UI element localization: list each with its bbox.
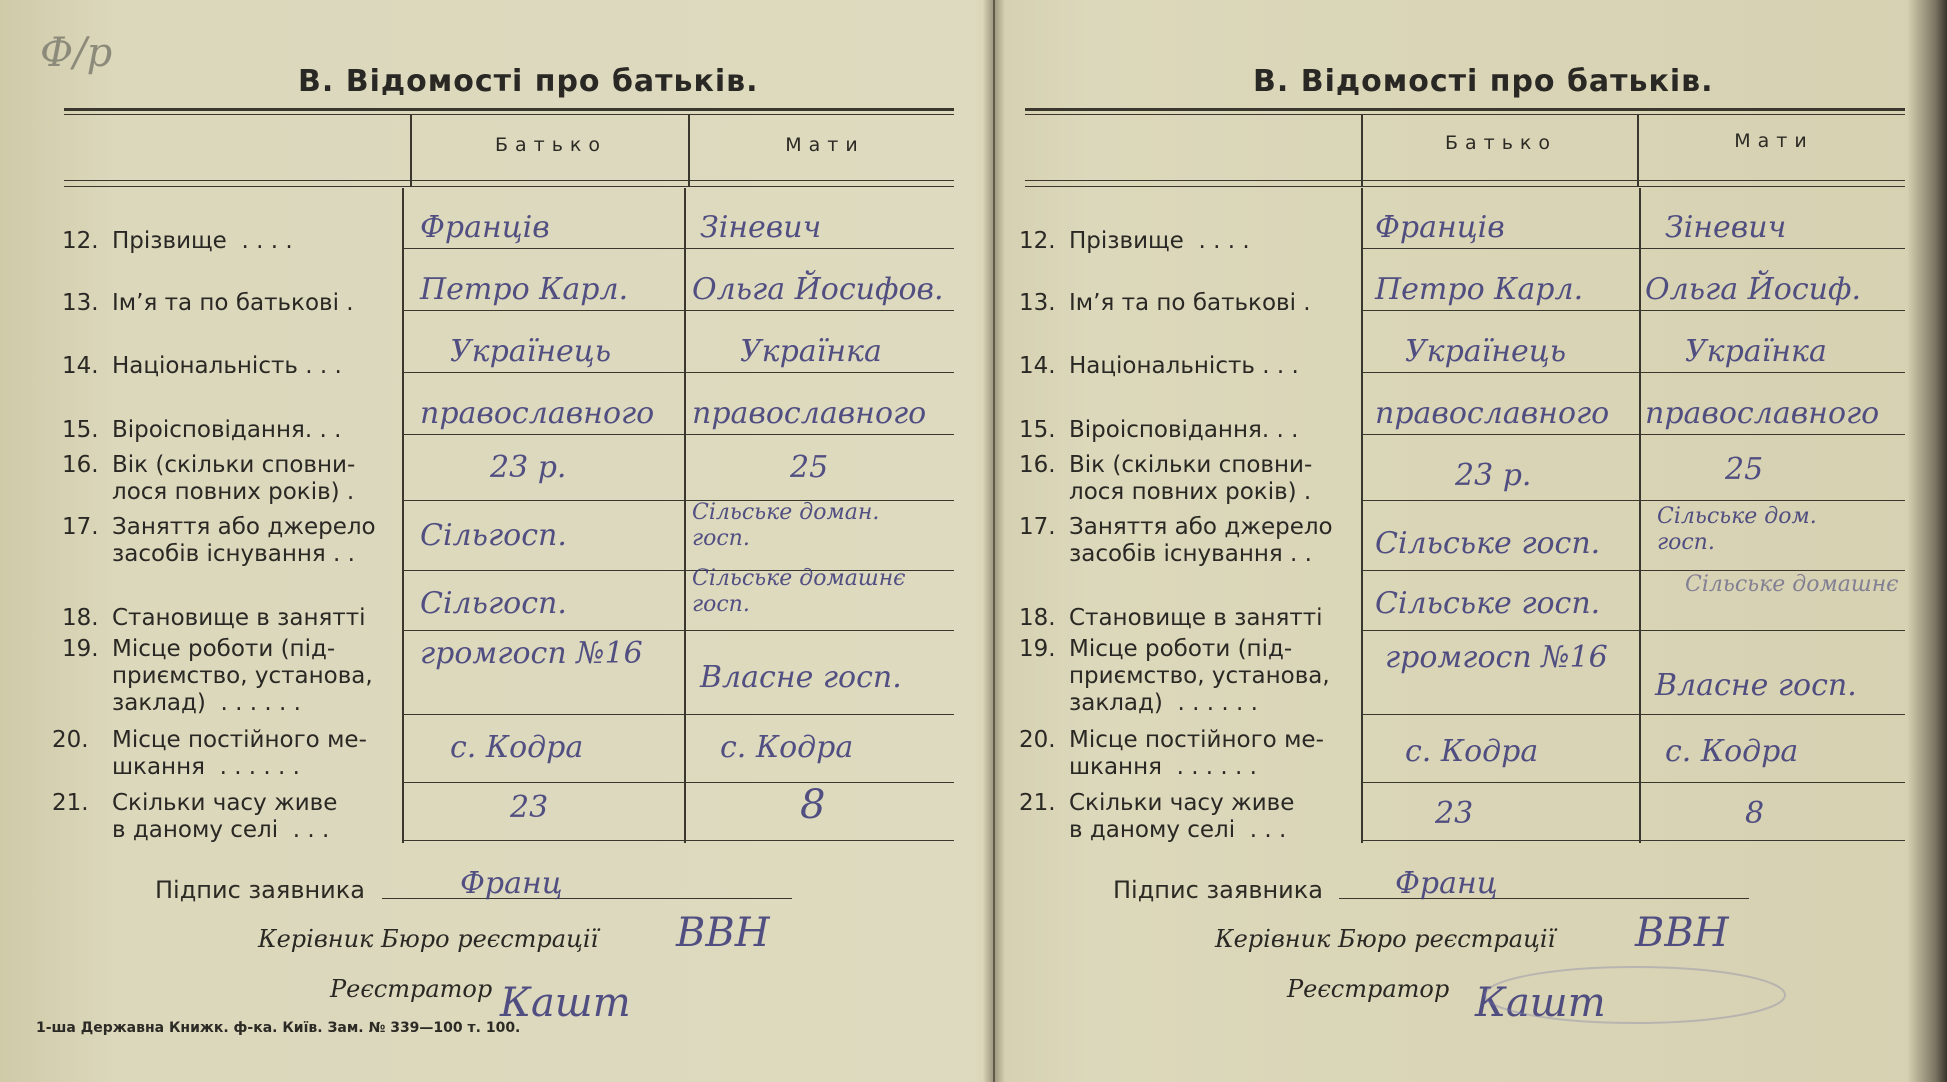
father-age: 23 р. bbox=[490, 450, 567, 485]
column-divider-2 bbox=[684, 188, 686, 843]
row-rule bbox=[1363, 714, 1905, 715]
mother-religion: православного bbox=[692, 396, 927, 431]
faded-stamp bbox=[1475, 960, 1795, 1030]
mother-age: 25 bbox=[790, 450, 829, 485]
field-21-label: Скільки часу живе в даному селі . . . bbox=[1069, 790, 1295, 843]
field-19-number: 19. bbox=[1019, 636, 1056, 662]
right-page bbox=[1005, 0, 1947, 1082]
father-nationality: Українець bbox=[1405, 334, 1567, 369]
mother-nationality: Українка bbox=[1685, 334, 1827, 369]
registrar-signature: Кашт bbox=[500, 980, 631, 1026]
mother-residence: с. Кодра bbox=[1665, 734, 1799, 769]
mother-residence: с. Кодра bbox=[720, 730, 854, 765]
registrar-label: Реєстратор bbox=[1287, 975, 1450, 1003]
column-mother-header: Мати bbox=[1734, 130, 1814, 152]
row-rule bbox=[1363, 782, 1905, 783]
father-age: 23 р. bbox=[1455, 458, 1532, 493]
column-father-header: Батько bbox=[1444, 132, 1558, 154]
field-20-label: Місце постійного ме- шкання . . . . . . bbox=[112, 727, 367, 780]
field-16-label: Вік (скільки сповни- лося повних років) . bbox=[112, 452, 356, 505]
mother-years: 8 bbox=[800, 782, 826, 828]
title-rule-thin bbox=[1025, 114, 1905, 115]
father-residence: с. Кодра bbox=[1405, 734, 1539, 769]
mother-surname: Зіневич bbox=[1665, 210, 1787, 245]
applicant-signature-line bbox=[382, 898, 792, 899]
father-years: 23 bbox=[1435, 796, 1474, 831]
mother-position: Сільське домашнє bbox=[1685, 572, 1899, 597]
father-occupation: Сільгосп. bbox=[420, 518, 567, 553]
row-rule bbox=[1363, 570, 1905, 571]
mother-position: Сільське домашнє госп. bbox=[692, 566, 906, 617]
row-rule bbox=[1363, 500, 1905, 501]
applicant-signature: Франц bbox=[460, 866, 563, 901]
field-14-label: Національність . . . bbox=[112, 353, 342, 379]
field-19-label: Місце роботи (під- приємство, установа, заклад) . . . . . . bbox=[1069, 636, 1330, 716]
father-workplace: громгосп №16 bbox=[1385, 640, 1608, 675]
field-21-number: 21. bbox=[1019, 790, 1056, 816]
father-surname: Франців bbox=[1375, 210, 1505, 245]
field-18-number: 18. bbox=[1019, 605, 1056, 631]
section-title: В. Відомості про батьків. bbox=[1253, 64, 1714, 99]
registrar-signature: Кашт bbox=[1475, 980, 1606, 1026]
applicant-signature-label: Підпис заявника bbox=[155, 876, 365, 904]
applicant-signature-label: Підпис заявника bbox=[1113, 876, 1323, 904]
father-name: Петро Карл. bbox=[420, 272, 629, 307]
field-12-number: 12. bbox=[1019, 228, 1056, 254]
section-title: В. Відомості про батьків. bbox=[298, 64, 759, 99]
father-workplace: громгосп №16 bbox=[420, 636, 643, 671]
row-rule bbox=[1363, 630, 1905, 631]
mother-workplace: Власне госп. bbox=[1655, 668, 1857, 703]
column-divider-2 bbox=[1639, 188, 1641, 843]
field-17-label: Заняття або джерело засобів існування . . bbox=[1069, 514, 1333, 567]
mother-nationality: Українка bbox=[740, 334, 882, 369]
father-surname: Франців bbox=[420, 210, 550, 245]
header-divider-1 bbox=[1361, 114, 1363, 186]
row-rule bbox=[1363, 310, 1905, 311]
field-13-number: 13. bbox=[1019, 290, 1056, 316]
row-rule bbox=[1363, 248, 1905, 249]
header-rule-2 bbox=[64, 186, 954, 187]
field-12-label: Прізвище . . . . bbox=[1069, 228, 1250, 254]
father-name: Петро Карл. bbox=[1375, 272, 1584, 307]
field-13-label: Ім’я та по батькові . bbox=[112, 290, 354, 316]
row-rule bbox=[404, 782, 954, 783]
field-16-label: Вік (скільки сповни- лося повних років) . bbox=[1069, 452, 1313, 505]
row-rule bbox=[1363, 434, 1905, 435]
mother-surname: Зіневич bbox=[700, 210, 822, 245]
row-rule bbox=[404, 372, 954, 373]
column-divider-1 bbox=[402, 188, 404, 843]
field-15-label: Віроісповідання. . . bbox=[1069, 417, 1299, 443]
father-position: Сільгосп. bbox=[420, 586, 567, 621]
field-18-number: 18. bbox=[62, 605, 99, 631]
head-bureau-signature: ВВН bbox=[676, 910, 770, 956]
field-16-number: 16. bbox=[1019, 452, 1056, 478]
row-rule bbox=[404, 434, 954, 435]
father-religion: православного bbox=[1375, 396, 1610, 431]
registrar-label: Реєстратор bbox=[330, 975, 493, 1003]
field-20-number: 20. bbox=[1019, 727, 1056, 753]
mother-name: Ольга Йосифов. bbox=[692, 272, 944, 307]
column-divider-1 bbox=[1361, 188, 1363, 843]
applicant-signature: Франц bbox=[1395, 866, 1498, 901]
header-rule-2 bbox=[1025, 186, 1905, 187]
header-divider-1 bbox=[410, 114, 412, 186]
field-18-label: Становище в занятті bbox=[1069, 605, 1323, 631]
title-rule-thin bbox=[64, 114, 954, 115]
field-17-number: 17. bbox=[1019, 514, 1056, 540]
row-rule bbox=[404, 310, 954, 311]
field-17-number: 17. bbox=[62, 514, 99, 540]
mother-workplace: Власне госп. bbox=[700, 660, 902, 695]
field-19-label: Місце роботи (під- приємство, установа, заклад) . . . . . . bbox=[112, 636, 373, 716]
father-occupation: Сільське госп. bbox=[1375, 526, 1601, 561]
row-rule bbox=[404, 714, 954, 715]
printer-footer: 1-ша Державна Книжк. ф-ка. Київ. Зам. № 339—100 т. 100. bbox=[36, 1020, 521, 1036]
field-12-number: 12. bbox=[62, 228, 99, 254]
field-21-number: 21. bbox=[52, 790, 89, 816]
row-rule bbox=[1363, 840, 1905, 841]
head-bureau-label: Керівник Бюро реєстрації bbox=[1215, 925, 1556, 953]
father-religion: православного bbox=[420, 396, 655, 431]
field-14-number: 14. bbox=[62, 353, 99, 379]
mother-occupation: Сільське дом. госп. bbox=[1657, 504, 1817, 555]
book-fold bbox=[983, 0, 1005, 1082]
field-15-number: 15. bbox=[1019, 417, 1056, 443]
mother-years: 8 bbox=[1745, 796, 1765, 831]
field-21-label: Скільки часу живе в даному селі . . . bbox=[112, 790, 338, 843]
father-years: 23 bbox=[510, 790, 549, 825]
field-19-number: 19. bbox=[62, 636, 99, 662]
header-divider-2 bbox=[688, 114, 690, 186]
column-mother-header: Мати bbox=[785, 134, 865, 156]
head-bureau-label: Керівник Бюро реєстрації bbox=[258, 925, 599, 953]
field-14-number: 14. bbox=[1019, 353, 1056, 379]
field-17-label: Заняття або джерело засобів існування . . bbox=[112, 514, 376, 567]
row-rule bbox=[404, 630, 954, 631]
field-15-number: 15. bbox=[62, 417, 99, 443]
father-residence: с. Кодра bbox=[450, 730, 584, 765]
field-15-label: Віроісповідання. . . bbox=[112, 417, 342, 443]
father-position: Сільське госп. bbox=[1375, 586, 1601, 621]
mother-age: 25 bbox=[1725, 452, 1764, 487]
field-18-label: Становище в занятті bbox=[112, 605, 366, 631]
mother-religion: православного bbox=[1645, 396, 1880, 431]
header-rule bbox=[1025, 180, 1905, 181]
title-rule bbox=[1025, 108, 1905, 111]
father-nationality: Українець bbox=[450, 334, 612, 369]
field-20-label: Місце постійного ме- шкання . . . . . . bbox=[1069, 727, 1324, 780]
header-divider-2 bbox=[1637, 114, 1639, 186]
field-16-number: 16. bbox=[62, 452, 99, 478]
field-12-label: Прізвище . . . . bbox=[112, 228, 293, 254]
header-rule bbox=[64, 180, 954, 181]
field-20-number: 20. bbox=[52, 727, 89, 753]
row-rule bbox=[1363, 372, 1905, 373]
column-father-header: Батько bbox=[494, 134, 608, 156]
row-rule bbox=[404, 840, 954, 841]
head-bureau-signature: ВВН bbox=[1635, 910, 1729, 956]
row-rule bbox=[404, 248, 954, 249]
mother-name: Ольга Йосиф. bbox=[1645, 272, 1861, 307]
field-13-label: Ім’я та по батькові . bbox=[1069, 290, 1311, 316]
title-rule bbox=[64, 108, 954, 111]
field-13-number: 13. bbox=[62, 290, 99, 316]
field-14-label: Національність . . . bbox=[1069, 353, 1299, 379]
mother-occupation: Сільське доман. госп. bbox=[692, 500, 880, 551]
corner-pencil-note: Ф/р bbox=[40, 30, 113, 76]
